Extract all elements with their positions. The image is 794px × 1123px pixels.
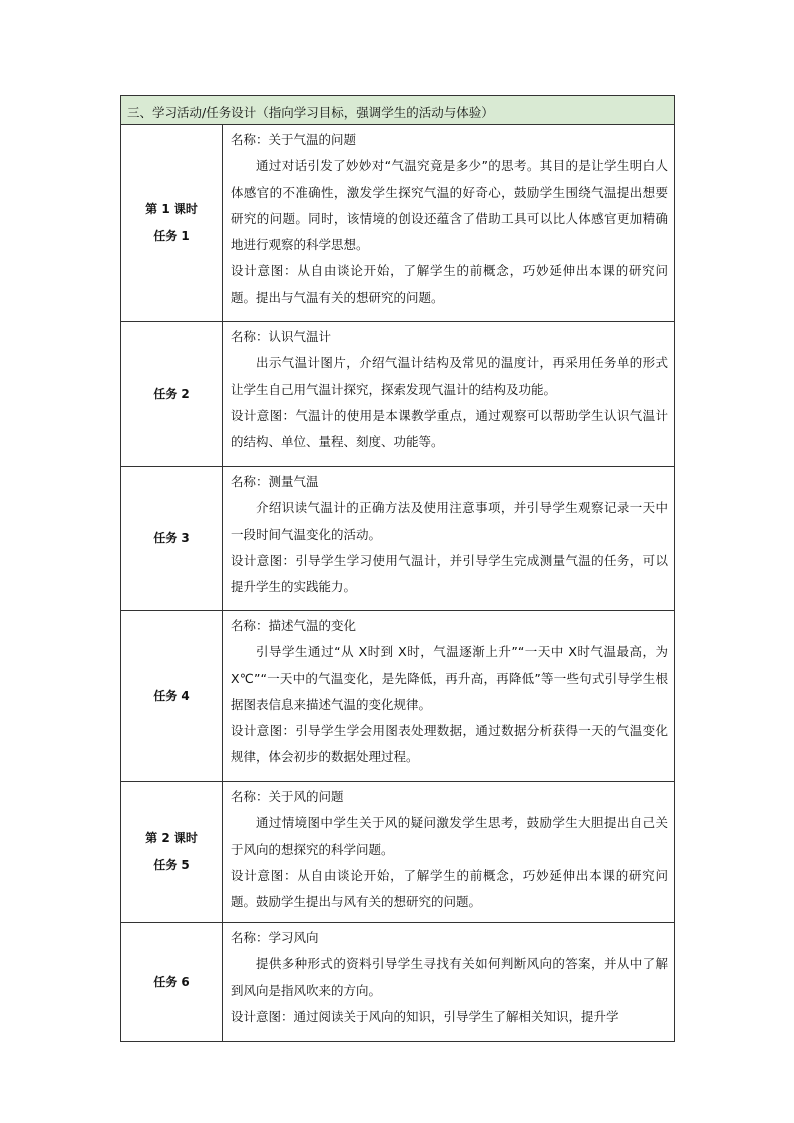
task-name: 名称：测量气温	[231, 474, 319, 489]
design-intent: 设计意图：引导学生学会用图表处理数据，通过数据分析获得一天的气温变化规律，体会初步的数据处理过程。	[231, 723, 668, 765]
task-content-cell	[223, 611, 675, 782]
task-name: 名称：认识气温计	[231, 329, 332, 344]
design-intent: 设计意图：通过阅读关于风向的知识，引导学生了解相关知识，提升学	[231, 1008, 619, 1024]
table-row	[121, 923, 675, 1042]
table-row	[121, 782, 675, 923]
table-row	[121, 125, 675, 322]
task-content-cell	[223, 125, 675, 322]
task-description: 提供多种形式的资料引导学生寻找有关如何判断风向的答案，并从中了解到风向是指风吹来的方向。	[231, 956, 668, 998]
lesson-label: 第 1 课时	[145, 202, 198, 216]
task-label-cell	[121, 467, 223, 611]
task-label: 任务 4	[153, 688, 190, 703]
task-description: 介绍识读气温计的正确方法及使用注意事项，并引导学生观察记录一天中一段时间气温变化的活动。	[231, 500, 668, 542]
task-label-cell	[121, 611, 223, 782]
design-intent: 设计意图：从自由谈论开始，了解学生的前概念，巧妙延伸出本课的研究问题。鼓励学生提出与风有关的想研究的问题。	[231, 867, 668, 910]
design-intent: 设计意图：气温计的使用是本课教学重点，通过观察可以帮助学生认识气温计的结构、单位、量程、刻度、功能等。	[231, 407, 668, 450]
task-name: 名称：关于气温的问题	[231, 132, 357, 147]
task-description: 通过对话引发了妙妙对“气温究竟是多少”的思考。其目的是让学生明白人体感官的不准确性，激发学生探究气温的好奇心，鼓励学生围绕气温提出想要研究的问题。同时，该情境的创设还蕴含了借助工具可以比人体感官更加精确地进行观察的科学思想。	[231, 158, 668, 253]
task-content-cell	[223, 923, 675, 1042]
table-row	[121, 611, 675, 782]
section-header: 三、学习活动/任务设计（指向学习目标，强调学生的活动与体验）	[121, 96, 675, 125]
task-name: 名称：关于风的问题	[231, 789, 344, 804]
task-content-cell	[223, 322, 675, 467]
task-label: 任务 6	[153, 974, 190, 989]
task-label: 任务 5	[153, 858, 190, 872]
table-row	[121, 322, 675, 467]
task-design-table	[120, 95, 675, 1042]
task-label: 任务 2	[153, 386, 190, 401]
table-row	[121, 467, 675, 611]
task-name: 名称：学习风向	[231, 930, 319, 945]
design-intent: 设计意图：从自由谈论开始，了解学生的前概念，巧妙延伸出本课的研究问题。提出与气温有关的想研究的问题。	[231, 263, 668, 305]
task-label-cell	[121, 322, 223, 467]
task-label-cell	[121, 125, 223, 322]
task-content-cell	[223, 782, 675, 923]
task-name: 名称：描述气温的变化	[231, 618, 357, 633]
task-content-cell	[223, 467, 675, 611]
task-label-cell	[121, 923, 223, 1042]
task-description: 引导学生通过“从 X时到 X时，气温逐渐上升”“一天中 X时气温最高，为 X℃”“一天中的气温变化，是先降低，再升高，再降低”等一些句式引导学生根据图表信息来描述气温的变化规律。	[231, 644, 668, 712]
task-description: 通过情境图中学生关于风的疑问激发学生思考，鼓励学生大胆提出自己关于风向的想探究的科学问题。	[231, 815, 668, 857]
lesson-label: 第 2 课时	[145, 831, 198, 845]
task-description: 出示气温计图片，介绍气温计结构及常见的温度计，再采用任务单的形式让学生自己用气温计探究，探索发现气温计的结构及功能。	[231, 355, 668, 397]
task-label: 任务 1	[153, 229, 190, 243]
table-header-row	[121, 96, 675, 125]
task-label: 任务 3	[153, 531, 190, 545]
design-intent: 设计意图：引导学生学习使用气温计，并引导学生完成测量气温的任务，可以提升学生的实践能力。	[231, 552, 668, 595]
task-label-cell	[121, 782, 223, 923]
